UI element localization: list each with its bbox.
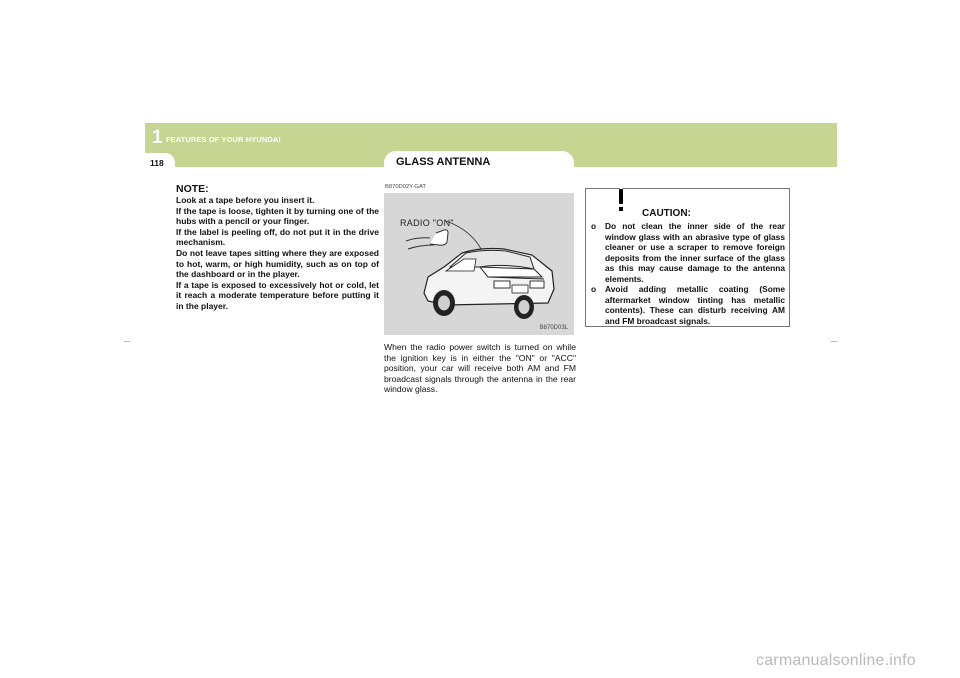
caution-list [591,221,785,326]
caution-item [591,284,785,326]
note-block [176,183,379,312]
caution-bullet: o [591,221,597,231]
antenna-illustration [384,193,574,335]
image-code: B870D03L [539,325,568,331]
caution-bullet: o [591,284,597,294]
car-illustration [384,193,574,335]
note-heading: NOTE: [176,183,209,195]
note-line: If the tape is loose, tighten it by turning one of the hubs with a pencil or your finger. [176,205,379,227]
crop-mark [831,341,837,342]
crop-mark [124,341,130,342]
caution-item-text: Do not clean the inner side of the rear window glass with an abrasive type of glass cleaner or use a scraper to remove foreign deposits from the inner surface of the glass as this may cause damage to the antenna elements. [605,221,785,284]
caution-title: CAUTION: [642,208,691,219]
note-line: If a tape is exposed to excessively hot or cold, let it reach a moderate temperature before putting it in the player. [176,279,379,311]
chapter-number: 1 [152,127,163,148]
caution-item-text: Avoid adding metallic coating (Some aftermarket window tinting has metallic contents). These can disturb receiving AM and FM broadcast signals. [605,284,785,326]
section-title: GLASS ANTENNA [396,156,491,168]
antenna-description: When the radio power switch is turned on while the ignition key is in either the "ON" or "ACC" position, your car will receive both AM and FM broadcast signals through the antenna in the rear window glass. [384,342,576,395]
caution-box [585,188,790,327]
figure-code: B870D02Y-GAT [385,184,426,190]
radio-on-label: RADIO "ON" [400,218,454,228]
page-number: 118 [150,158,164,168]
note-line: Look at a tape before you insert it. [176,195,315,205]
chapter-title: FEATURES OF YOUR HYUNDAI [166,135,281,144]
caution-item [591,221,785,284]
note-line: Do not leave tapes sitting where they are exposed to hot, warm, or high humidity, such as on top of the dashboard or in the player. [176,247,379,280]
note-line: If the label is peeling off, do not put it in the drive mechanism. [176,226,379,248]
warning-triangle-icon [603,185,639,217]
watermark: carmanualsonline.info [756,652,916,669]
